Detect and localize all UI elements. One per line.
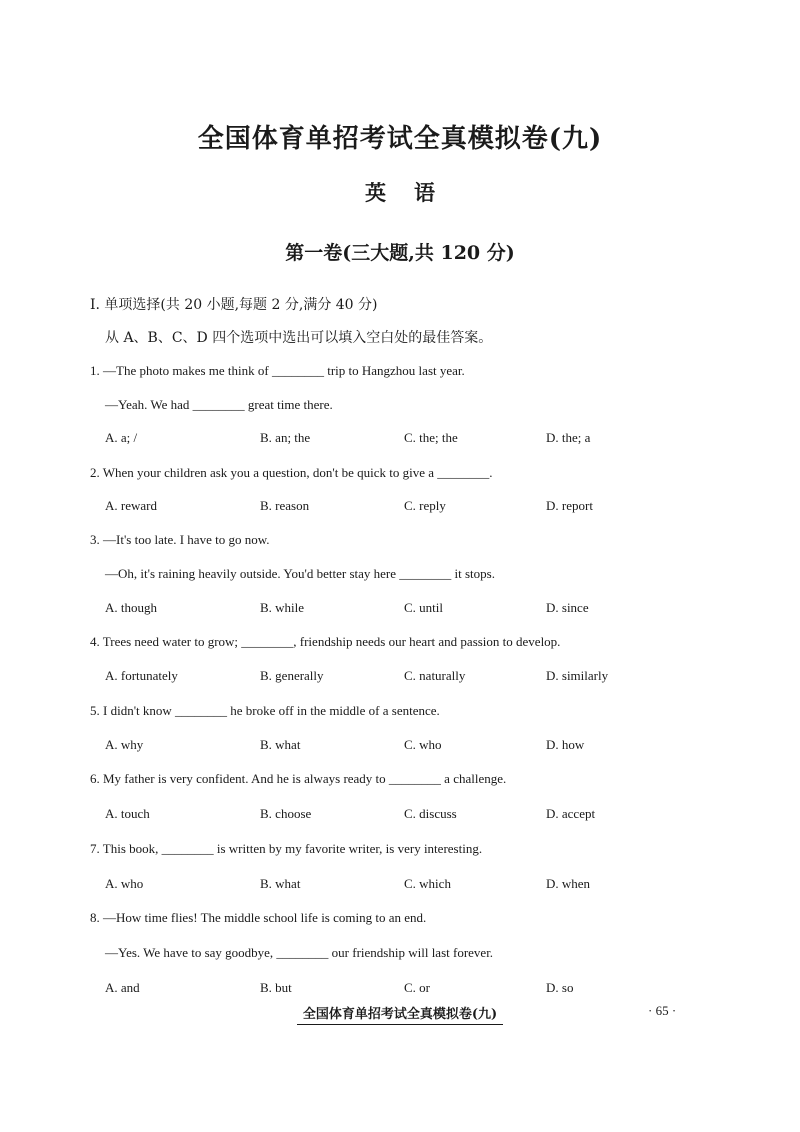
question-8-option-b: B. but — [260, 980, 292, 995]
question-6-line-1: 6. My father is very confident. And he is always ready to ________ a challenge. — [90, 771, 507, 786]
question-8-option-d: D. so — [546, 980, 574, 995]
question-7-option-a: A. who — [105, 876, 144, 891]
question-5-line-1: 5. I didn't know ________ he broke off in the middle of a sentence. — [90, 703, 440, 718]
question-6-option-d: D. accept — [546, 806, 596, 821]
question-3-line-2: —Oh, it's raining heavily outside. You'd better stay here ________ it stops. — [105, 566, 495, 581]
question-6-option-b: B. choose — [260, 806, 312, 821]
question-3-option-b: B. while — [260, 600, 305, 615]
question-8-option-c: C. or — [404, 980, 430, 995]
question-1-line-2: —Yeah. We had ________ great time there. — [105, 397, 333, 412]
footer-title-text: 全国体育单招考试全真模拟卷(九) — [297, 1007, 503, 1025]
question-4-option-c: C. naturally — [404, 668, 466, 683]
subject-heading: 英语 — [365, 180, 463, 205]
question-2-option-b: B. reason — [260, 498, 310, 513]
question-7-line-1: 7. This book, ________ is written by my favorite writer, is very interesting. — [90, 841, 483, 856]
question-8-line-1: 8. —How time flies! The middle school life is coming to an end. — [90, 910, 427, 925]
question-7-option-d: D. when — [546, 876, 591, 891]
question-5-option-b: B. what — [260, 737, 301, 752]
question-3-option-c: C. until — [404, 600, 444, 615]
question-6-option-c: C. discuss — [404, 806, 457, 821]
question-1-option-d: D. the; a — [546, 430, 591, 445]
question-2-line-1: 2. When your children ask you a question, don't be quick to give a ________. — [90, 465, 493, 480]
question-2-option-a: A. reward — [105, 498, 157, 513]
question-4-option-a: A. fortunately — [105, 668, 178, 683]
question-1-option-c: C. the; the — [404, 430, 458, 445]
section-instruction: 从 A、B、C、D 四个选项中选出可以填入空白处的最佳答案。 — [105, 330, 493, 346]
question-4-option-b: B. generally — [260, 668, 324, 683]
question-6-option-a: A. touch — [105, 806, 150, 821]
exam-title: 全国体育单招考试全真模拟卷(九) — [197, 124, 603, 154]
question-1-option-a: A. a; / — [105, 430, 138, 445]
page-number: · 65 · — [648, 1003, 677, 1018]
part-heading: 第一卷(三大题,共 120 分) — [285, 242, 515, 264]
section-heading: Ⅰ. 单项选择(共 20 小题,每题 2 分,满分 40 分) — [90, 297, 378, 313]
question-5-option-a: A. why — [105, 737, 144, 752]
question-5-option-c: C. who — [404, 737, 442, 752]
question-8-option-a: A. and — [105, 980, 140, 995]
question-3-option-d: D. since — [546, 600, 589, 615]
question-1-option-b: B. an; the — [260, 430, 311, 445]
question-1-line-1: 1. —The photo makes me think of ________ trip to Hangzhou last year. — [90, 363, 465, 378]
question-3-line-1: 3. —It's too late. I have to go now. — [90, 532, 270, 547]
question-7-option-b: B. what — [260, 876, 301, 891]
question-4-option-d: D. similarly — [546, 668, 609, 683]
question-7-option-c: C. which — [404, 876, 451, 891]
question-4-line-1: 4. Trees need water to grow; ________, friendship needs our heart and passion to develop. — [90, 634, 561, 649]
question-2-option-c: C. reply — [404, 498, 446, 513]
question-2-option-d: D. report — [546, 498, 593, 513]
question-3-option-a: A. though — [105, 600, 157, 615]
question-5-option-d: D. how — [546, 737, 585, 752]
question-8-line-2: —Yes. We have to say goodbye, ________ our friendship will last forever. — [105, 945, 494, 960]
footer-title — [0, 1003, 800, 1022]
